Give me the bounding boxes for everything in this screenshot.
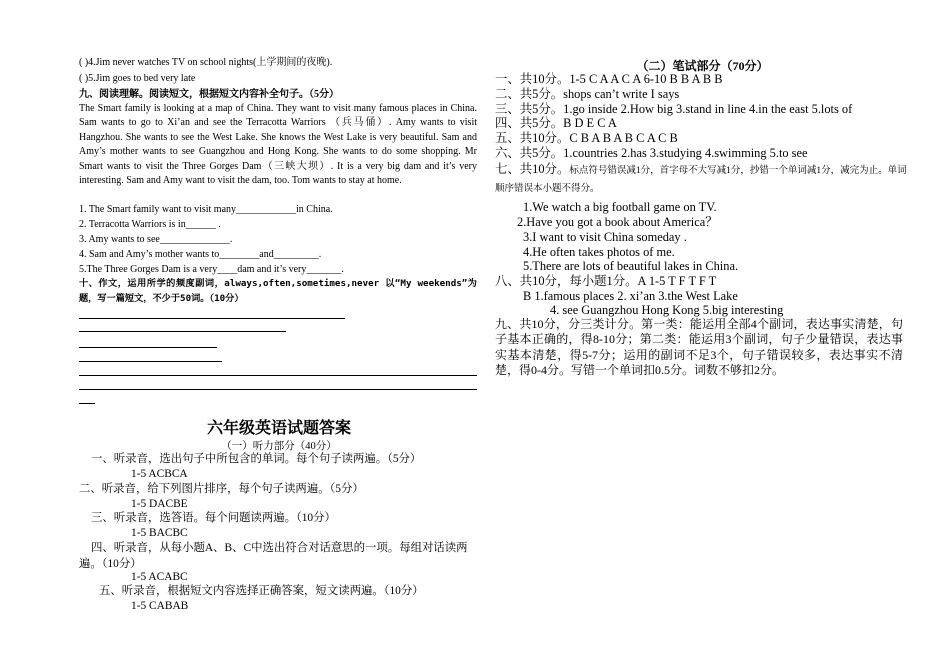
written-7-rule: 标点符号错误减1分，首字母不大写减1分，抄错一个单词减1分，减完为止。单词顺序错误本小题不得分。 <box>495 166 907 194</box>
sentence-4: 4.He often takes photos of me. <box>523 245 675 259</box>
fill-item-2: 2. Terracotta Warriors is in______ . <box>79 219 221 230</box>
listening-q5: 五、听录音，根据短文内容选择正确答案，短文读两遍。（10分） <box>99 585 424 597</box>
listening-a1: 1-5 ACBCA <box>131 468 188 480</box>
listening-a4: 1-5 ACABC <box>131 571 188 583</box>
written-8-c: 4. see Guangzhou Hong Kong 5.big interesting <box>550 303 784 317</box>
sentence-2: 2.Have you got a book about America？ <box>517 215 718 229</box>
listening-a5: 1-5 CABAB <box>131 600 189 612</box>
written-1: 一、共10分。1-5 C A A C A 6-10 B B A B B <box>495 72 723 86</box>
question-4: ( )4.Jim never watches TV on school nights(上学期间的夜晚). <box>79 57 333 68</box>
writing-line <box>79 331 286 332</box>
fill-item-5: 5.The Three Gorges Dam is a very____dam and it’s very_______. <box>79 264 344 275</box>
listening-q3: 三、听录音，选答语。每个问题读两遍。（10分） <box>91 512 336 524</box>
written-6: 六、共5分。1.countries 2.has 3.studying 4.swimming 5.to see <box>495 146 808 160</box>
writing-line <box>79 318 345 319</box>
reading-passage: The Smart family is looking at a map of China. They want to visit many famous places in China. Sam wants to go to Xi’an and see the Terracotta Warriors （兵马俑）. Amy wants to visit Hangzhou. She wants to see the West Lake. She knows the West Lake is very beautiful. Sam and Amy’s mother wants to see Guangzhou and Hong Kong. She wants to do some shopping. Mr Smart wants to visit the Three Gorges Dam（三峡大坝）. It is a very big dam and it’s very interesting. Sam and Amy want to visit the dam, too. Tom wants to stay at home. <box>79 103 477 187</box>
writing-line <box>79 361 222 362</box>
writing-line <box>79 403 95 404</box>
writing-line <box>79 375 477 376</box>
listening-q1: 一、听录音，选出句子中所包含的单词。每个句子读两遍。（5分） <box>91 453 422 465</box>
written-7 <box>495 161 907 198</box>
written-8-b: B 1.famous places 2. xi’an 3.the West Lake <box>523 289 738 303</box>
written-3: 三、共5分。1.go inside 2.How big 3.stand in line 4.in the east 5.lots of <box>495 102 853 116</box>
fill-item-3: 3. Amy wants to see______________. <box>79 234 233 245</box>
fill-item-4: 4. Sam and Amy’s mother wants to________and_________. <box>79 249 322 260</box>
listening-q2: 二、听录音，给下列图片排序，每个句子读两遍。（5分） <box>79 483 364 495</box>
sentence-3: 3.I want to visit China someday . <box>523 230 687 244</box>
fill-item-1: 1. The Smart family want to visit many____________in China. <box>79 204 333 215</box>
listening-a3: 1-5 BACBC <box>131 527 188 539</box>
writing-line <box>79 347 217 348</box>
section-10-title: 十、作文，运用所学的频度副词，always,often,sometimes,never 以“My weekends”为题，写一篇短文，不少于50词。（10分） <box>79 278 477 304</box>
question-5: ( )5.Jim goes to bed very late <box>79 73 196 84</box>
listening-a2: 1-5 DACBE <box>131 498 188 510</box>
written-5: 五、共10分。C B A B A B C A C B <box>495 131 678 145</box>
written-4: 四、共5分。B D E C A <box>495 116 617 130</box>
written-9: 九、共10分，分三类计分。第一类：能运用全部4个副词，表达事实清楚，句子基本正确的，得8-10分；第二类：能运用3个副词，句子少量错误，表达事实基本清楚，得5-7分；运用的副词不足3个，句子错误较多，表达事实不清楚，得0-4分。写错一个单词扣0.5分。词数不够扣2分。 <box>495 317 903 377</box>
written-2: 二、共5分。shops can’t write I says <box>495 87 680 101</box>
section-9-title: 九、阅读理解。阅读短文，根据短文内容补全句子。（5分） <box>79 89 339 100</box>
written-7-head: 七、共10分。 <box>495 162 570 176</box>
sentence-5: 5.There are lots of beautiful lakes in China. <box>523 259 739 273</box>
written-title: （二）笔试部分（70分） <box>636 59 769 73</box>
listening-title: （一）听力部分（40分） <box>221 441 337 452</box>
written-8: 八、共10分，每小题1分。A 1-5 T F T F T <box>495 274 717 288</box>
answer-title: 六年级英语试题答案 <box>206 420 351 437</box>
listening-q4: 四、听录音，从每小题A、B、C中选出符合对话意思的一项。每组对话读两遍。（10分） <box>79 542 468 570</box>
sentence-1: 1.We watch a big football game on TV. <box>523 200 717 214</box>
writing-line <box>79 389 477 390</box>
